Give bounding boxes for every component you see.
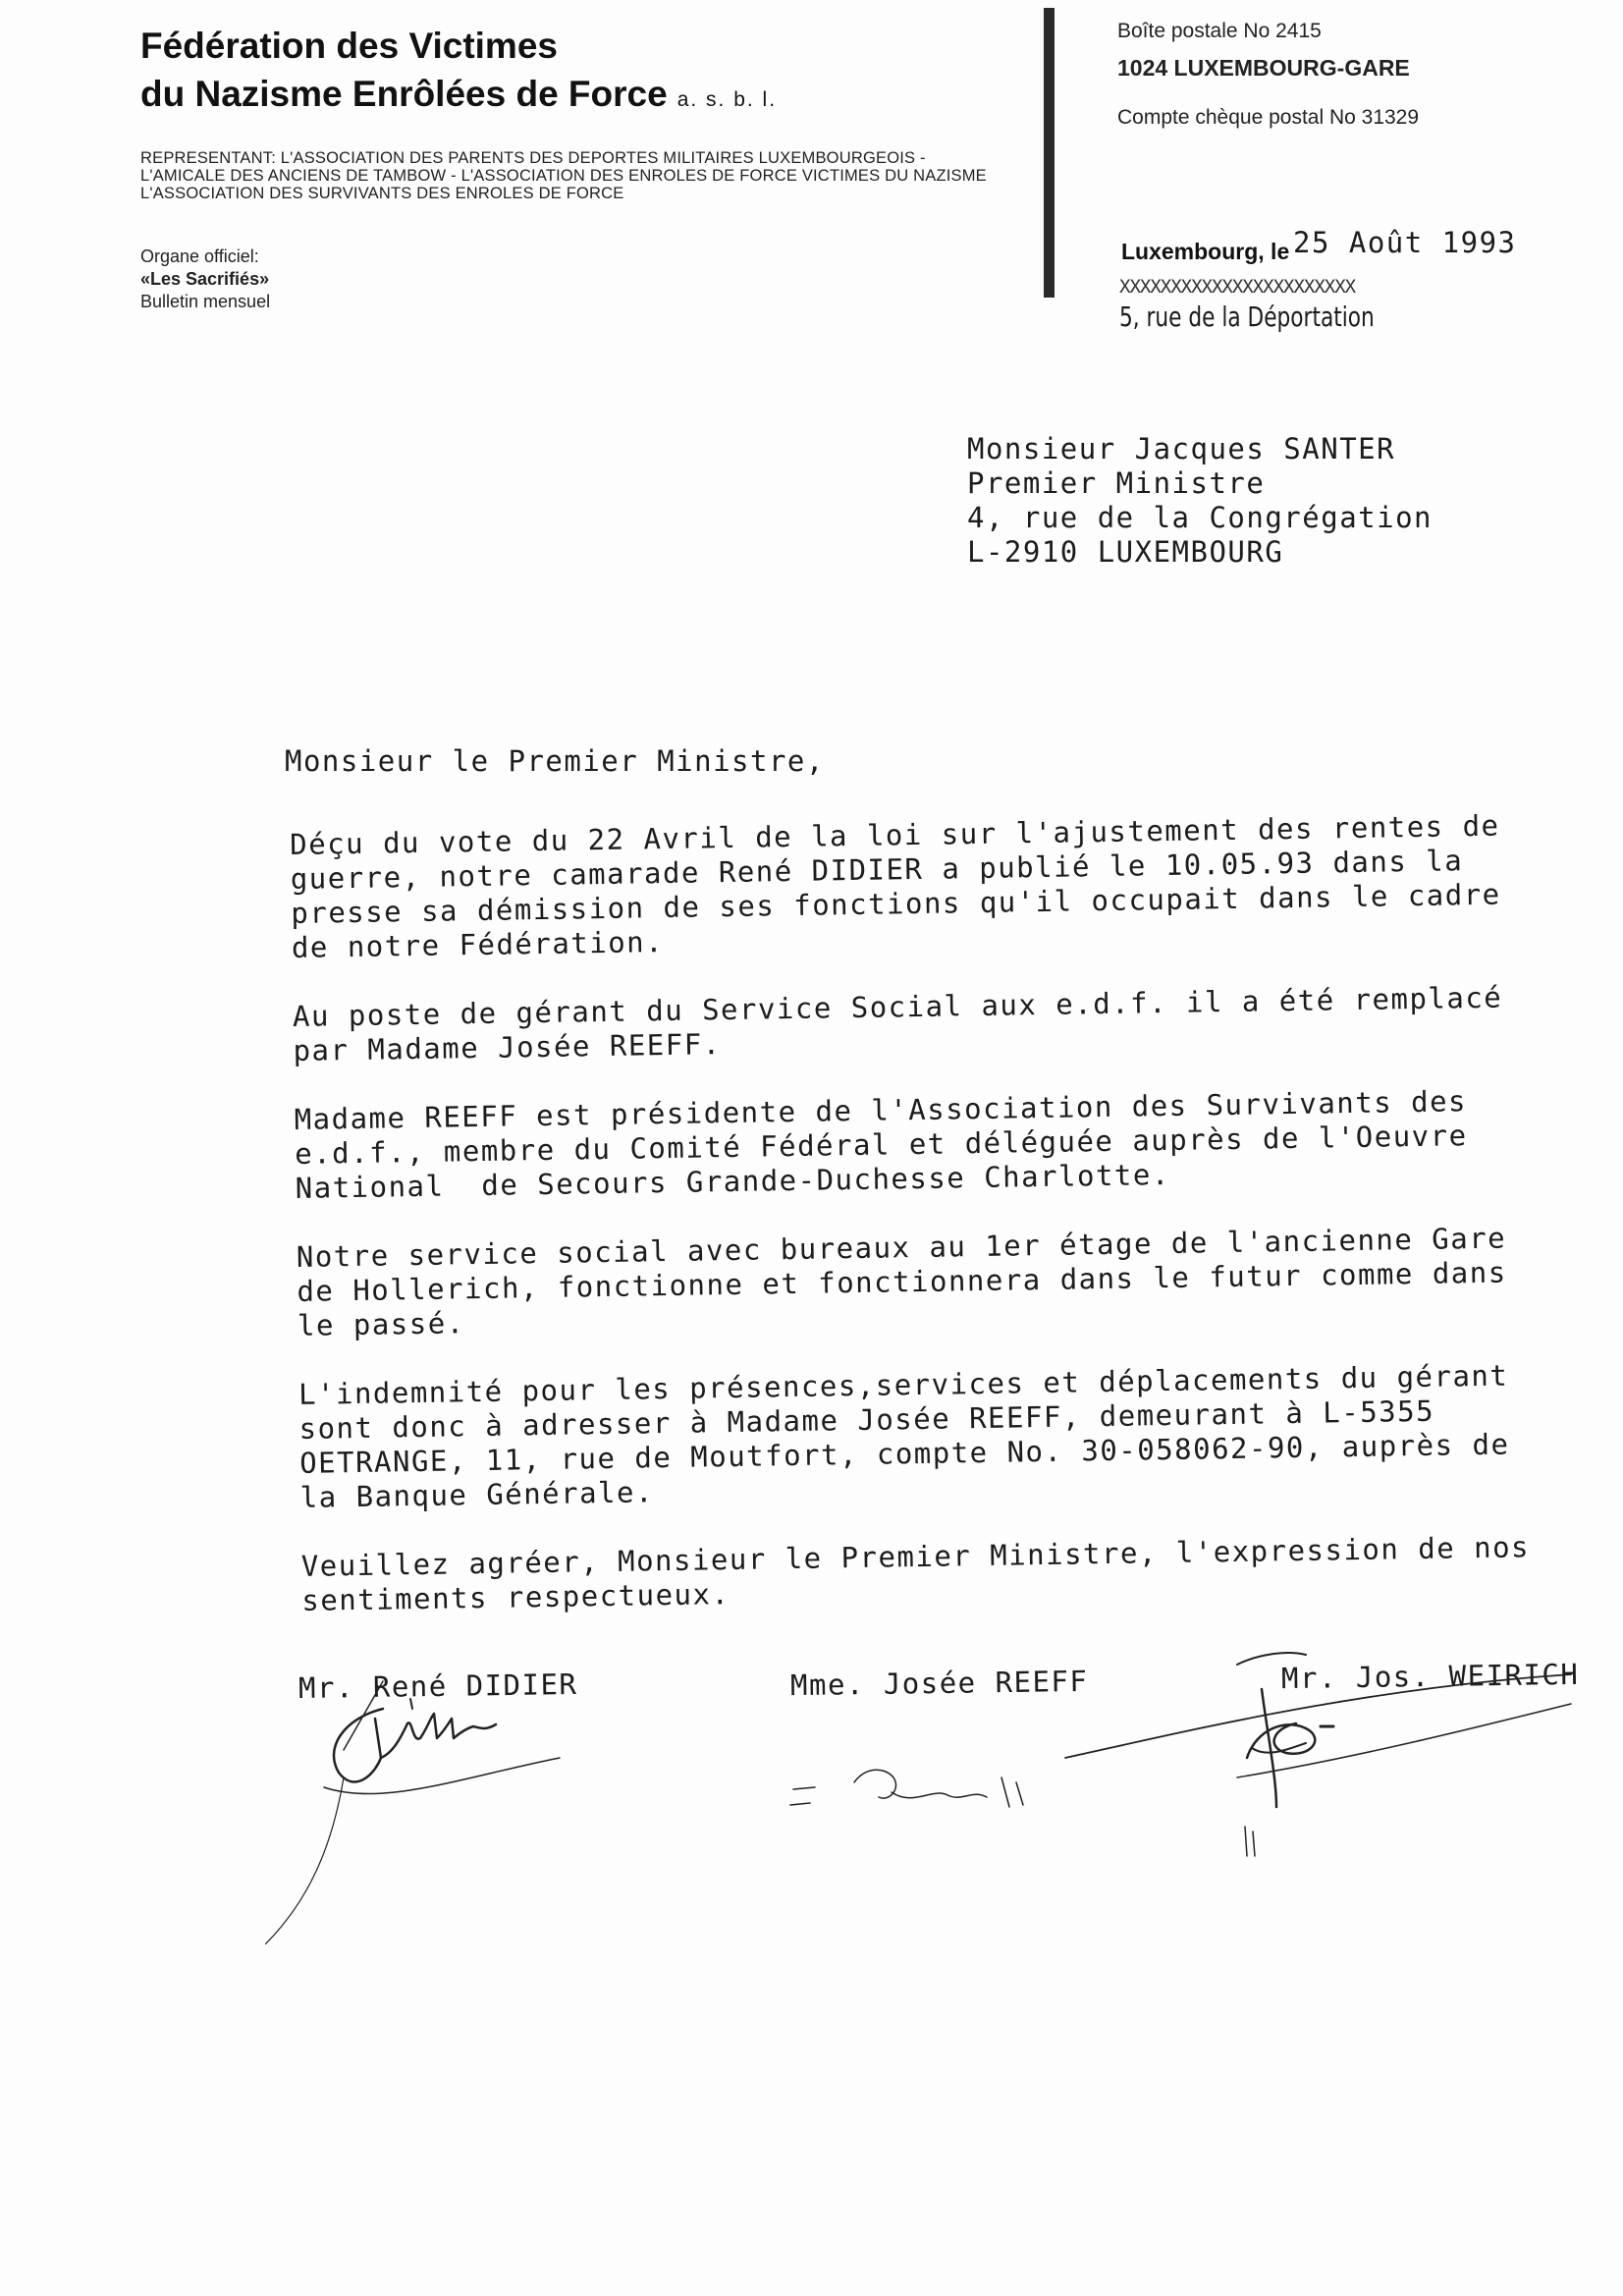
org-name-line1: Fédération des Victimes [140,26,558,66]
signature-weirich [1060,1650,1591,1876]
representant-block [140,149,987,202]
signature-didier [265,1660,589,1944]
postal-account: Compte chèque postal No 31329 [1117,106,1420,129]
body-paragraph: Madame REEFF est présidente de l'Association des Survivants des e.d.f., membre du Comité Fédéral et déléguée auprès de l'Oeuvre National de Secours Grande-Duchesse Charlotte. [294,1084,1468,1205]
city-prefix: Luxembourg, le [1121,239,1290,264]
letterhead-divider [1044,8,1055,298]
postal-city: 1024 LUXEMBOURG-GARE [1117,55,1410,81]
recipient-line: Premier Ministre [967,466,1266,500]
asbl-label: a. s. b. l. [676,88,778,111]
org-name-line2: du Nazisme Enrôlées de Force [140,74,668,114]
representant-line: REPRESENTANT: L'ASSOCIATION DES PARENTS DES DEPORTES MILITAIRES LUXEMBOURGEOIS - [140,149,926,167]
signatory-weirich: Mr. Jos. WEIRICH [1280,1657,1580,1696]
signatory-reeff: Mme. Josée REEFF [789,1664,1089,1703]
organe-label: Organe officiel: [140,246,259,266]
signatory-didier: Mr. René DIDIER [298,1667,578,1705]
representant-line: L'ASSOCIATION DES SURVIVANTS DES ENROLES DE FORCE [140,185,624,202]
body-paragraph: Notre service social avec bureaux au 1er étage de l'ancienne Gare de Hollerich, fonctionne et fonctionnera dans le futur comme dans le passé. [296,1221,1507,1342]
body-paragraph: Veuillez agréer, Monsieur le Premier Ministre, l'expression de nos sentiments respectueux. [300,1530,1531,1617]
sender-street: 5, rue de la Déportation [1119,301,1375,333]
recipient-address [967,432,1433,570]
body-paragraph: Déçu du vote du 22 Avril de la loi sur l'ajustement des rentes de guerre, notre camarade René DIDIER a publié le 10.05.93 dans la presse sa démission de ses fonctions qu'il occupait dans le cadre de notre Fédération. [290,808,1501,964]
postal-box: Boîte postale No 2415 [1117,20,1322,42]
body-paragraph: L'indemnité pour les présences,services et déplacements du gérant sont donc à adresser à Madame Josée REEFF, demeurant à L-5355 OETRANGE, 11, rue de Moutfort, compte No. 30-058062-90, auprès de la Banque Générale. [298,1358,1510,1514]
letter-body [290,807,1608,1653]
recipient-line: Monsieur Jacques SANTER [967,432,1396,465]
representant-line: L'AMICALE DES ANCIENS DE TAMBOW - L'ASSOCIATION DES ENROLES DE FORCE VICTIMES DU NAZISME [140,167,987,185]
struck-out-address: XXXXXXXXXXXXXXXXXXXXXXX [1119,276,1356,298]
organe-name: «Les Sacrifiés» [140,269,270,289]
organe-officiel [140,246,270,313]
letter-date: 25 Août 1993 [1293,226,1517,259]
body-paragraph: Au poste de gérant du Service Social aux e.d.f. il a été remplacé par Madame Josée REEFF. [292,980,1503,1067]
recipient-line: 4, rue de la Congrégation [967,501,1433,534]
recipient-line: L-2910 LUXEMBOURG [967,535,1284,569]
signature-reeff [776,1748,1070,1866]
organization-name [140,22,777,124]
salutation: Monsieur le Premier Ministre, [285,744,825,778]
organe-type: Bulletin mensuel [140,292,271,311]
